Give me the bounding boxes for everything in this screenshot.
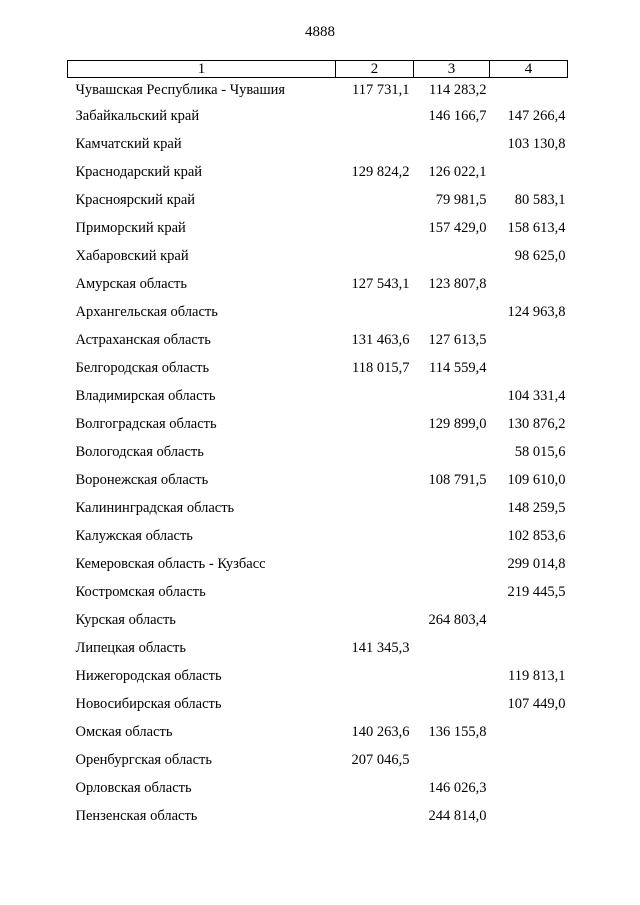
region-name: Липецкая область [75, 640, 186, 656]
value-col-3: 244 814,0 [428, 808, 487, 824]
region-name: Орловская область [75, 780, 192, 796]
table-row [68, 270, 568, 298]
region-table [67, 60, 568, 830]
value-col-2: 129 824,2 [351, 164, 410, 180]
region-table-container [67, 60, 567, 830]
region-name: Новосибирская область [75, 696, 222, 712]
value-col-4 [490, 634, 568, 662]
value-col-2 [336, 662, 414, 690]
table-row [68, 746, 568, 774]
page-number: 4888 [305, 24, 335, 40]
table-row [68, 102, 568, 130]
table-row [68, 382, 568, 410]
table-row [68, 718, 568, 746]
value-col-3 [414, 382, 490, 410]
region-name: Астраханская область [75, 332, 211, 348]
value-col-2: 140 263,6 [351, 724, 410, 740]
value-col-2 [336, 802, 414, 830]
region-name: Красноярский край [75, 192, 196, 208]
value-col-4 [490, 270, 568, 298]
value-col-2 [336, 466, 414, 494]
region-name: Воронежская область [75, 472, 209, 488]
region-name: Курская область [75, 612, 176, 628]
value-col-4 [490, 774, 568, 802]
value-col-3: 126 022,1 [428, 164, 487, 180]
table-row [68, 522, 568, 550]
value-col-3 [414, 550, 490, 578]
value-col-3 [414, 298, 490, 326]
value-col-4: 109 610,0 [507, 472, 566, 488]
value-col-4: 103 130,8 [507, 136, 566, 152]
table-row [68, 494, 568, 522]
value-col-4: 299 014,8 [507, 556, 566, 572]
value-col-4: 219 445,5 [507, 584, 566, 600]
header-row [68, 61, 568, 78]
region-name: Калужская область [75, 528, 193, 544]
region-name: Хабаровский край [75, 248, 189, 264]
value-col-3: 129 899,0 [428, 416, 487, 432]
table-row [68, 298, 568, 326]
value-col-3: 157 429,0 [428, 220, 487, 236]
table-row [68, 802, 568, 830]
value-col-2 [336, 242, 414, 270]
region-name: Костромская область [75, 584, 206, 600]
region-name: Приморский край [75, 220, 186, 236]
table-row [68, 410, 568, 438]
table-row [68, 214, 568, 242]
region-name: Пензенская область [75, 808, 198, 824]
value-col-4 [490, 326, 568, 354]
table-row [68, 662, 568, 690]
value-col-2 [336, 382, 414, 410]
value-col-3 [414, 634, 490, 662]
region-name: Чувашская Республика - Чувашия [75, 82, 286, 98]
value-col-2 [336, 690, 414, 718]
region-name: Вологодская область [75, 444, 204, 460]
table-row [68, 634, 568, 662]
region-name: Камчатский край [75, 136, 182, 152]
value-col-2: 207 046,5 [351, 752, 410, 768]
table-row [68, 438, 568, 466]
value-col-4: 102 853,6 [507, 528, 566, 544]
header-col-1: 1 [68, 61, 336, 78]
value-col-3: 114 559,4 [429, 360, 487, 376]
table-row [68, 78, 568, 103]
value-col-3 [414, 690, 490, 718]
region-name: Калининградская область [75, 500, 235, 516]
value-col-2 [336, 578, 414, 606]
region-name: Волгоградская область [75, 416, 217, 432]
value-col-4 [490, 718, 568, 746]
region-name: Белгородская область [75, 360, 210, 376]
value-col-4: 158 613,4 [507, 220, 566, 236]
value-col-2 [336, 130, 414, 158]
value-col-3 [414, 242, 490, 270]
value-col-3 [414, 746, 490, 774]
region-name: Забайкальский край [75, 108, 200, 124]
value-col-4 [490, 606, 568, 634]
value-col-4: 147 266,4 [507, 108, 566, 124]
value-col-4: 148 259,5 [507, 500, 566, 516]
value-col-3 [414, 494, 490, 522]
value-col-4: 119 813,1 [508, 668, 566, 684]
value-col-2: 127 543,1 [351, 276, 410, 292]
value-col-2: 118 015,7 [352, 360, 410, 376]
region-name: Кемеровская область - Кузбасс [75, 556, 266, 572]
value-col-2 [336, 774, 414, 802]
value-col-3: 79 981,5 [435, 192, 487, 208]
value-col-2 [336, 102, 414, 130]
value-col-2 [336, 522, 414, 550]
value-col-4: 80 583,1 [514, 192, 566, 208]
value-col-4: 107 449,0 [507, 696, 566, 712]
region-name: Амурская область [75, 276, 187, 292]
table-row [68, 578, 568, 606]
value-col-3: 146 026,3 [428, 780, 487, 796]
value-col-2: 131 463,6 [351, 332, 410, 348]
value-col-2 [336, 438, 414, 466]
value-col-3: 114 283,2 [429, 82, 487, 98]
table-row [68, 326, 568, 354]
header-col-3: 3 [414, 61, 490, 78]
table-row [68, 130, 568, 158]
value-col-2 [336, 494, 414, 522]
table-body [68, 78, 568, 831]
table-row [68, 466, 568, 494]
table-row [68, 606, 568, 634]
table-row [68, 550, 568, 578]
header-col-4: 4 [490, 61, 568, 78]
value-col-4: 124 963,8 [507, 304, 566, 320]
value-col-2 [336, 298, 414, 326]
value-col-3: 136 155,8 [428, 724, 487, 740]
table-header [68, 61, 568, 78]
value-col-3 [414, 130, 490, 158]
value-col-3 [414, 438, 490, 466]
region-name: Краснодарский край [75, 164, 203, 180]
value-col-4 [490, 802, 568, 830]
value-col-3 [414, 522, 490, 550]
value-col-2: 117 731,1 [352, 82, 410, 98]
value-col-4: 104 331,4 [507, 388, 566, 404]
value-col-3: 264 803,4 [428, 612, 487, 628]
table-row [68, 774, 568, 802]
value-col-4 [490, 746, 568, 774]
value-col-2 [336, 606, 414, 634]
table-row [68, 186, 568, 214]
value-col-2 [336, 550, 414, 578]
value-col-2 [336, 410, 414, 438]
value-col-3: 146 166,7 [428, 108, 487, 124]
value-col-4 [490, 158, 568, 186]
region-name: Нижегородская область [75, 668, 222, 684]
table-row [68, 242, 568, 270]
value-col-2: 141 345,3 [351, 640, 410, 656]
table-row [68, 158, 568, 186]
region-name: Оренбургская область [75, 752, 213, 768]
value-col-3: 108 791,5 [428, 472, 487, 488]
value-col-2 [336, 186, 414, 214]
value-col-3 [414, 578, 490, 606]
value-col-3: 127 613,5 [428, 332, 487, 348]
value-col-4: 58 015,6 [514, 444, 566, 460]
value-col-4 [490, 354, 568, 382]
table-row [68, 354, 568, 382]
region-name: Архангельская область [75, 304, 218, 320]
region-name: Владимирская область [75, 388, 216, 404]
value-col-4 [490, 78, 568, 103]
value-col-4: 98 625,0 [514, 248, 566, 264]
value-col-3 [414, 662, 490, 690]
region-name: Омская область [75, 724, 173, 740]
header-col-2: 2 [336, 61, 414, 78]
table-row [68, 690, 568, 718]
value-col-3: 123 807,8 [428, 276, 487, 292]
value-col-4: 130 876,2 [507, 416, 566, 432]
value-col-2 [336, 214, 414, 242]
